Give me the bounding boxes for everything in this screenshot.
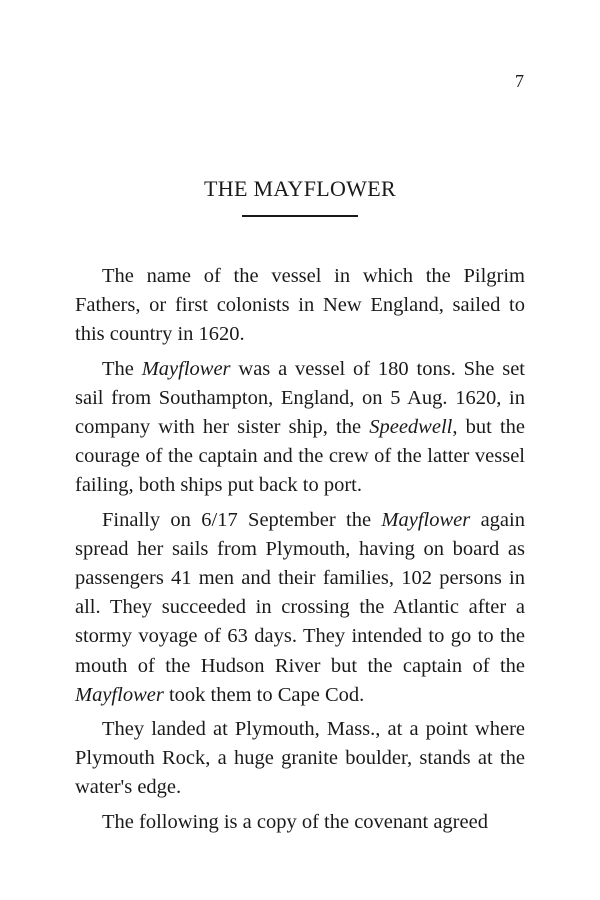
paragraph-3-text-1: Finally on 6/17 September the: [102, 508, 382, 531]
paragraph-3-text-3: took them to Cape Cod.: [163, 683, 365, 706]
body-text: [75, 262, 525, 837]
page-number: 7: [515, 71, 524, 91]
paragraph-4: They landed at Plymouth, Mass., at a point where Plymouth Rock, a huge granite boulder, stands at the water's edge.: [75, 718, 525, 799]
title-underline-rule: [242, 215, 358, 217]
paragraph-2: [75, 355, 525, 501]
paragraph-2-text-1: The: [102, 357, 142, 380]
paragraph-1: The name of the vessel in which the Pilgrim Fathers, or first colonists in New England, sailed to this country in 1620.: [75, 265, 525, 346]
paragraph-2-text-3: , but the courage of the captain and the crew of the latter vessel failing, both ships put back to port.: [75, 416, 525, 497]
ship-name-mayflower: Mayflower: [141, 357, 231, 380]
chapter-title: THE MAYFLOWER: [204, 176, 396, 201]
paragraph-2-text-2: was a vessel of 180 tons. She set sail from Southampton, England, on 5 Aug. 1620, in company with her sister ship, the: [75, 357, 525, 439]
ship-name-mayflower: Mayflower: [381, 508, 471, 531]
paragraph-3: [75, 506, 525, 710]
ship-name-mayflower: Mayflower: [75, 683, 164, 706]
paragraph-3-text-2: again spread her sails from Plymouth, having on board as passengers 41 men and their families, 102 persons in all. They succeeded in crossing the Atlantic after a stormy voyage of 63 days. They intended to go to the mouth of the Hudson River but the captain of the: [75, 508, 525, 677]
paragraph-5: The following is a copy of the covenant agreed: [102, 810, 488, 833]
ship-name-speedwell: Speedwell: [369, 416, 453, 439]
